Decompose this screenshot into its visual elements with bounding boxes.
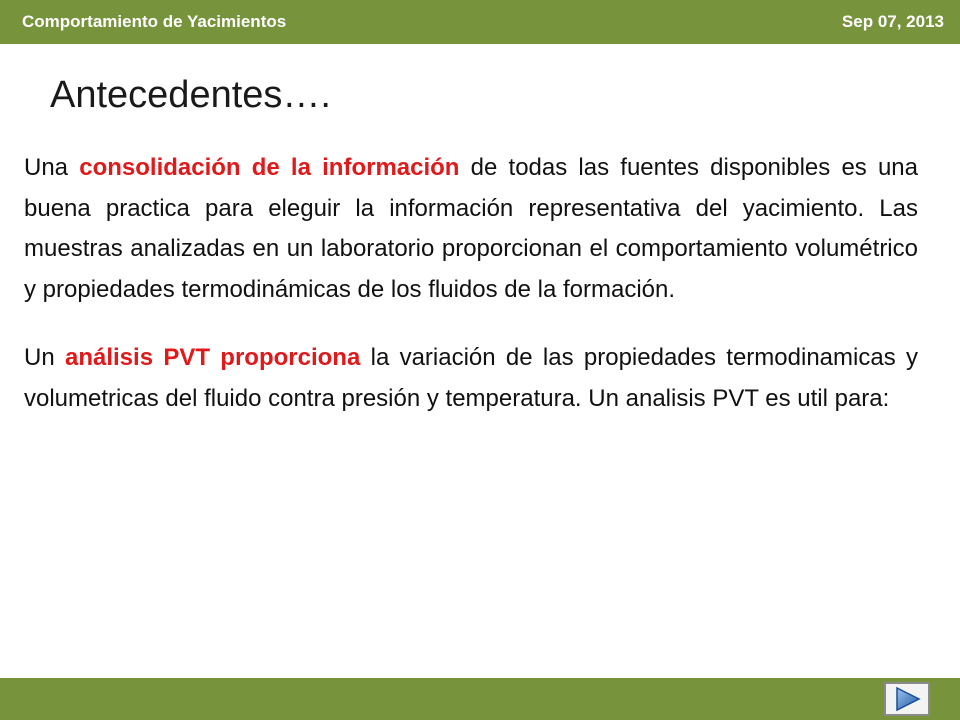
- paragraph-text: la variación de las propiedades termodinamicas y volumetricas del fluido contra presión y temperatura. Un analisis PVT es util para:: [24, 344, 918, 412]
- slide-body: [24, 148, 918, 419]
- slide-title: Antecedentes….: [50, 74, 331, 116]
- footer-bar: [0, 678, 960, 720]
- paragraph-consolidation: [24, 148, 918, 310]
- play-next-icon: [891, 686, 923, 712]
- paragraph-text: Una: [24, 154, 80, 181]
- paragraph-text: de todas las fuentes disponibles es una buena practica para eleguir la información representativa del yacimiento. Las muestras analizadas en un laboratorio proporcionan el comportamiento volumétrico y propiedades termodinámicas de los fluidos de la formación.: [24, 154, 919, 303]
- highlight-text: análisis PVT proporciona: [64, 344, 361, 371]
- next-slide-button[interactable]: [884, 682, 930, 716]
- presentation-date: Sep 07, 2013: [841, 12, 944, 31]
- paragraph-pvt: [24, 338, 918, 419]
- presentation-title: Comportamiento de Yacimientos: [22, 12, 287, 31]
- highlight-text: consolidación de la información: [79, 154, 460, 181]
- paragraph-text: Un: [24, 344, 65, 371]
- header-bar: [0, 0, 960, 44]
